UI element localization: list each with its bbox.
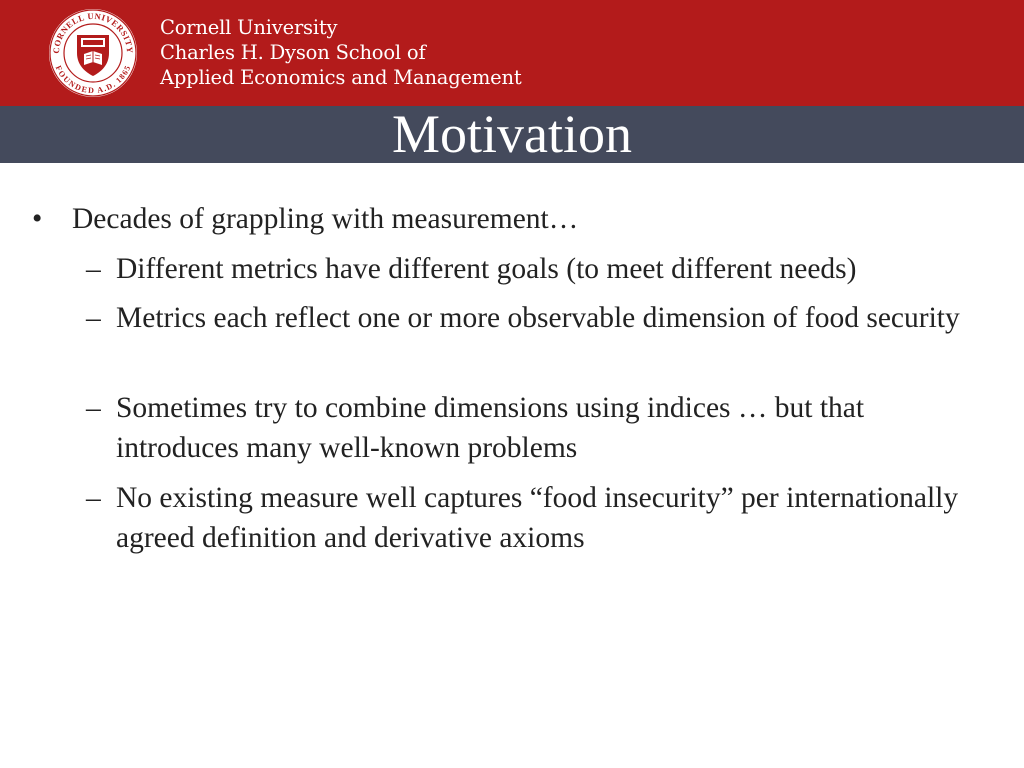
sub-bullet-text: Different metrics have different goals (to meet different needs) — [116, 253, 857, 285]
seal-top-text: CORNELL UNIVERSITY — [50, 10, 136, 54]
sub-bullet — [86, 249, 986, 289]
organization-name — [160, 15, 521, 90]
org-line-university: Cornell University — [160, 16, 338, 39]
sub-bullet-marker: – — [86, 482, 101, 514]
bullet-text: Decades of grappling with measurement… — [72, 203, 579, 235]
org-line-department: Applied Economics and Management — [160, 66, 522, 89]
sub-bullet-marker: – — [86, 302, 101, 334]
sub-bullet — [86, 388, 986, 468]
cornell-seal-logo — [48, 8, 138, 98]
sub-bullet-marker: – — [86, 253, 101, 285]
sub-bullet-marker: – — [86, 392, 101, 424]
sub-bullet-text: No existing measure well captures “food insecurity” per internationally agreed definition and derivative axioms — [116, 482, 959, 554]
sub-bullet — [86, 478, 986, 558]
org-line-school: Charles H. Dyson School of — [160, 41, 426, 64]
sub-bullet — [86, 298, 986, 338]
seal-bottom-text: FOUNDED A.D. 1865 — [53, 63, 133, 95]
slide-title: Motivation — [392, 104, 632, 164]
sub-bullet-text: Sometimes try to combine dimensions using indices … but that introduces many well-known problems — [116, 392, 865, 464]
sub-bullet-text: Metrics each reflect one or more observable dimension of food security — [116, 302, 960, 334]
bullet-marker: • — [32, 203, 43, 235]
main-bullet — [32, 197, 578, 241]
